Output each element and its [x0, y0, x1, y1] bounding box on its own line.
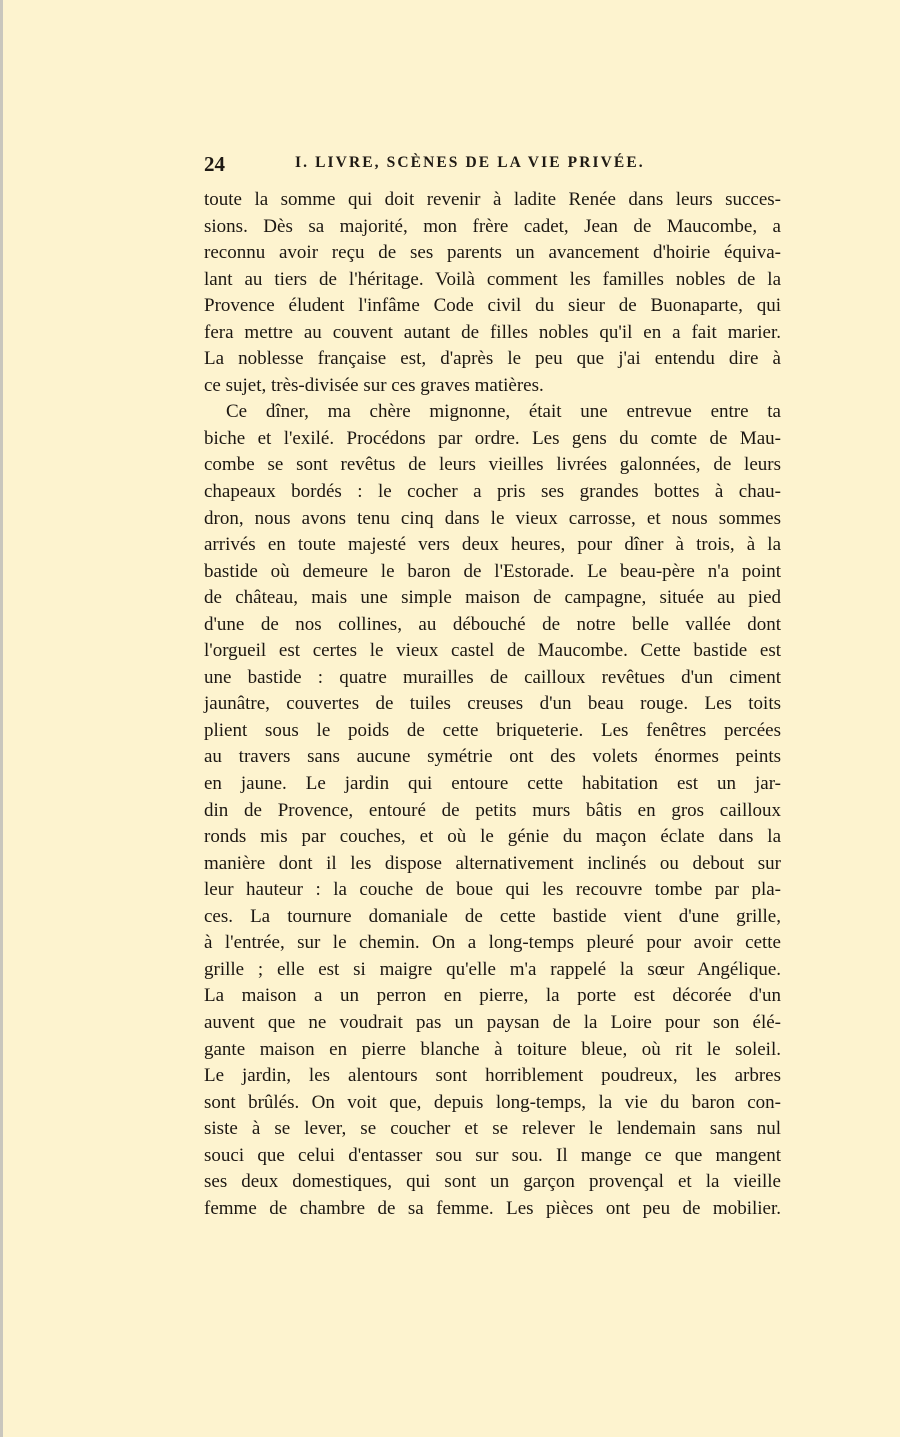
text-line: femme de chambre de sa femme. Les pièces ont peu de mobilier. [204, 1197, 781, 1219]
text-line: La maison a un perron en pierre, la porte est décorée d'un [204, 985, 781, 1007]
text-line: ronds mis par couches, et où le génie du maçon éclate dans la [204, 826, 781, 848]
paragraph [204, 399, 781, 1222]
text-line: fera mettre au couvent autant de filles nobles qu'il en a fait marier. [204, 321, 781, 343]
text-line: Le jardin, les alentours sont horriblement poudreux, les arbres [204, 1065, 781, 1087]
text-line: plient sous le poids de cette briqueterie. Les fenêtres percées [204, 719, 781, 741]
text-line: au travers sans aucune symétrie ont des volets énormes peints [204, 746, 781, 768]
text-line: chapeaux bordés : le cocher a pris ses grandes bottes à chau- [204, 481, 781, 503]
text-line: en jaune. Le jardin qui entoure cette habitation est un jar- [204, 773, 781, 795]
text-line: sions. Dès sa majorité, mon frère cadet, Jean de Maucombe, a [204, 215, 781, 237]
body-text [204, 187, 781, 1222]
text-line: d'une de nos collines, au débouché de notre belle vallée dont [204, 613, 781, 635]
text-line: combe se sont revêtus de leurs vieilles livrées galonnées, de leurs [204, 454, 781, 476]
text-line: ces. La tournure domaniale de cette bastide vient d'une grille, [204, 905, 781, 927]
text-line: La noblesse française est, d'après le peu que j'ai entendu dire à [204, 348, 781, 370]
text-line: arrivés en toute majesté vers deux heures, pour dîner à trois, à la [204, 534, 781, 556]
running-head [204, 152, 782, 180]
text-line: siste à se lever, se coucher et se relever le lendemain sans nul [204, 1118, 781, 1140]
text-line: une bastide : quatre murailles de cailloux revêtues d'un ciment [204, 666, 781, 688]
text-line: souci que celui d'entasser sou sur sou. Il mange ce que mangent [204, 1144, 781, 1166]
text-line: dron, nous avons tenu cinq dans le vieux carrosse, et nous sommes [204, 507, 781, 529]
text-line: leur hauteur : la couche de boue qui les recouvre tombe par pla- [204, 879, 781, 901]
text-line: Provence éludent l'infâme Code civil du sieur de Buonaparte, qui [204, 295, 781, 317]
running-title: I. LIVRE, SCÈNES DE LA VIE PRIVÉE. [295, 154, 645, 171]
text-line: auvent que ne voudrait pas un paysan de la Loire pour son élé- [204, 1011, 781, 1033]
text-line: jaunâtre, couvertes de tuiles creuses d'un beau rouge. Les toits [204, 693, 781, 715]
text-line: sont brûlés. On voit que, depuis long-temps, la vie du baron con- [204, 1091, 781, 1113]
text-line: Ce dîner, ma chère mignonne, était une entrevue entre ta [226, 401, 781, 423]
text-line: ses deux domestiques, qui sont un garçon provençal et la vieille [204, 1171, 781, 1193]
page-number: 24 [204, 152, 225, 176]
text-line: à l'entrée, sur le chemin. On a long-temps pleuré pour avoir cette [204, 932, 781, 954]
text-line: lant au tiers de l'héritage. Voilà comment les familles nobles de la [204, 268, 781, 290]
text-line: din de Provence, entouré de petits murs bâtis en gros cailloux [204, 799, 781, 821]
text-line: toute la somme qui doit revenir à ladite Renée dans leurs succes- [204, 189, 781, 210]
text-line: l'orgueil est certes le vieux castel de Maucombe. Cette bastide est [204, 640, 781, 662]
text-line: grille ; elle est si maigre qu'elle m'a rappelé la sœur Angélique. [204, 958, 781, 980]
text-line: ce sujet, très-divisée sur ces graves matières. [204, 374, 544, 396]
text-line: biche et l'exilé. Procédons par ordre. Les gens du comte de Mau- [204, 427, 781, 449]
text-line: manière dont il les dispose alternativement inclinés ou debout sur [204, 852, 781, 874]
text-line: bastide où demeure le baron de l'Estorade. Le beau-père n'a point [204, 560, 781, 582]
text-line: de château, mais une simple maison de campagne, située au pied [204, 587, 781, 609]
text-line: gante maison en pierre blanche à toiture bleue, où rit le soleil. [204, 1038, 781, 1060]
text-line: reconnu avoir reçu de ses parents un avancement d'hoirie équiva- [204, 242, 781, 264]
paragraph [204, 187, 781, 399]
